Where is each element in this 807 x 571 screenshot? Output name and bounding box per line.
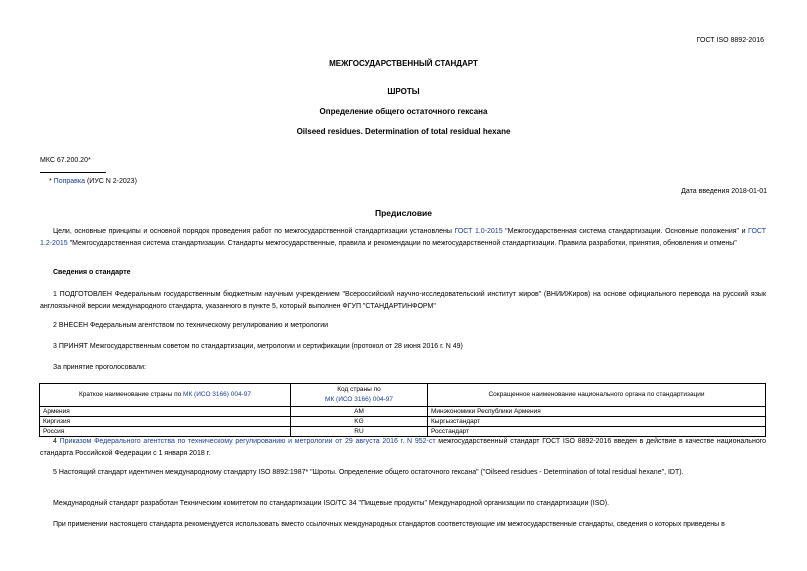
subtitle-en: Oilseed residues. Determination of total residual hexane (296, 127, 511, 136)
mk-link-2[interactable]: МК (ИСО 3166) 004-97 (325, 396, 393, 403)
item-5: 5 Настоящий стандарт идентичен международному стандарту ISO 8892:1987* "Шроты. Определение общего остаточного гексана" ("Oilseed residues - Determination of total residual hexane", IDT). (53, 469, 684, 476)
mk-link[interactable]: МК (ИСО 3166) 004-97 (183, 391, 251, 398)
table-header-row (40, 384, 766, 407)
amendment-link[interactable]: Поправка (53, 178, 86, 185)
table-row (40, 407, 766, 417)
countries-table (39, 383, 766, 437)
header-code-text: Код страны по (337, 386, 381, 393)
p1-text-c: "Межгосударственная система стандартизации. Стандарты межгосударственные, правила и рекомендации по межгосударственной стандартизации. Правила разработки, принятия, обновления и отмены" (67, 239, 737, 247)
intl-standard-paragraph: Международный стандарт разработан Техническим комитетом по стандартизации ISO/TC 34 "Пищевые продукты" Международной организации по стандартизации (ISO). (53, 500, 610, 507)
item-2: 2 ВНЕСЕН Федеральным агентством по техническому регулированию и метрологии (53, 322, 329, 329)
item-4-text: межгосударственный стандарт ГОСТ ISO 8892-2016 введен в действие в качестве национального стандарта Российской Федерации с 1 января 2018 г. (40, 438, 767, 457)
code-cell: RU (291, 427, 428, 437)
intro-date: Дата введения 2018-01-01 (681, 188, 767, 195)
country-cell: Армения (40, 407, 291, 417)
order-link[interactable]: Приказом Федерального агентства по техническому регулированию и метрологии от 29 августа 2016 г. N 952-ст (59, 438, 436, 445)
subtitle-ru: Определение общего остаточного гексана (319, 107, 488, 116)
standard-type: МЕЖГОСУДАРСТВЕННЫЙ СТАНДАРТ (329, 59, 478, 68)
item-4 (40, 436, 766, 459)
header-code (291, 384, 428, 407)
gost-1-0-link[interactable]: ГОСТ 1.0-2015 (454, 228, 503, 235)
info-heading: Сведения о стандарте (53, 269, 131, 276)
application-paragraph: При применении настоящего стандарта рекомендуется использовать вместо ссылочных международных стандартов соответствующие им межгосударственные стандарты, сведения о которых приведены в (53, 521, 725, 528)
code-cell: KG (291, 417, 428, 427)
body-cell: Кыргызстандарт (428, 417, 766, 427)
doc-code: ГОСТ ISO 8892-2016 (696, 37, 764, 44)
item-1: 1 ПОДГОТОВЛЕН Федеральным государственным бюджетным научным учреждением "Всероссийский научно-исследовательский институт жиров" (ВНИИЖиров) на основе официального перевода на русский язык англоязычной версии международного стандарта, указанного в пункте 5, который выполнен ФГУП "СТАНДАРТИНФОРМ" (40, 291, 766, 310)
header-body: Сокращенное наименование национального органа по стандартизации (428, 384, 766, 407)
body-cell: Минэкономики Республики Армения (428, 407, 766, 417)
table-row (40, 417, 766, 427)
header-country (40, 384, 291, 407)
footnote-marker: * (49, 178, 54, 185)
gost-1-2-link[interactable]: ГОСТ 1.2-2015 (40, 228, 766, 247)
item-3: 3 ПРИНЯТ Межгосударственным советом по стандартизации, метрологии и сертификации (протокол от 28 июня 2016 г. N 49) (53, 343, 463, 350)
footnote (49, 178, 137, 185)
p1-text-a: Цели, основные принципы и основной порядок проведения работ по межгосударственной стандартизации установлены (53, 228, 455, 235)
footnote-rule (40, 172, 106, 173)
voted-label: За принятие проголосовали: (53, 364, 146, 371)
country-cell: Россия (40, 427, 291, 437)
code-cell: AM (291, 407, 428, 417)
p1-text-b: "Межгосударственная система стандартизации. Основные положения" и (502, 228, 749, 235)
document-title: ШРОТЫ (387, 87, 420, 96)
mks-code: МКС 67.200.20* (40, 157, 91, 164)
preface-paragraph (40, 226, 766, 249)
country-cell: Киргизия (40, 417, 291, 427)
item-4-number: 4 (53, 438, 60, 445)
body-cell: Росстандарт (428, 427, 766, 437)
preface-heading: Предисловие (374, 208, 433, 218)
footnote-rest: (ИУС N 2-2023) (85, 178, 137, 185)
table-row (40, 427, 766, 437)
header-country-text: Краткое наименование страны по (79, 391, 184, 398)
